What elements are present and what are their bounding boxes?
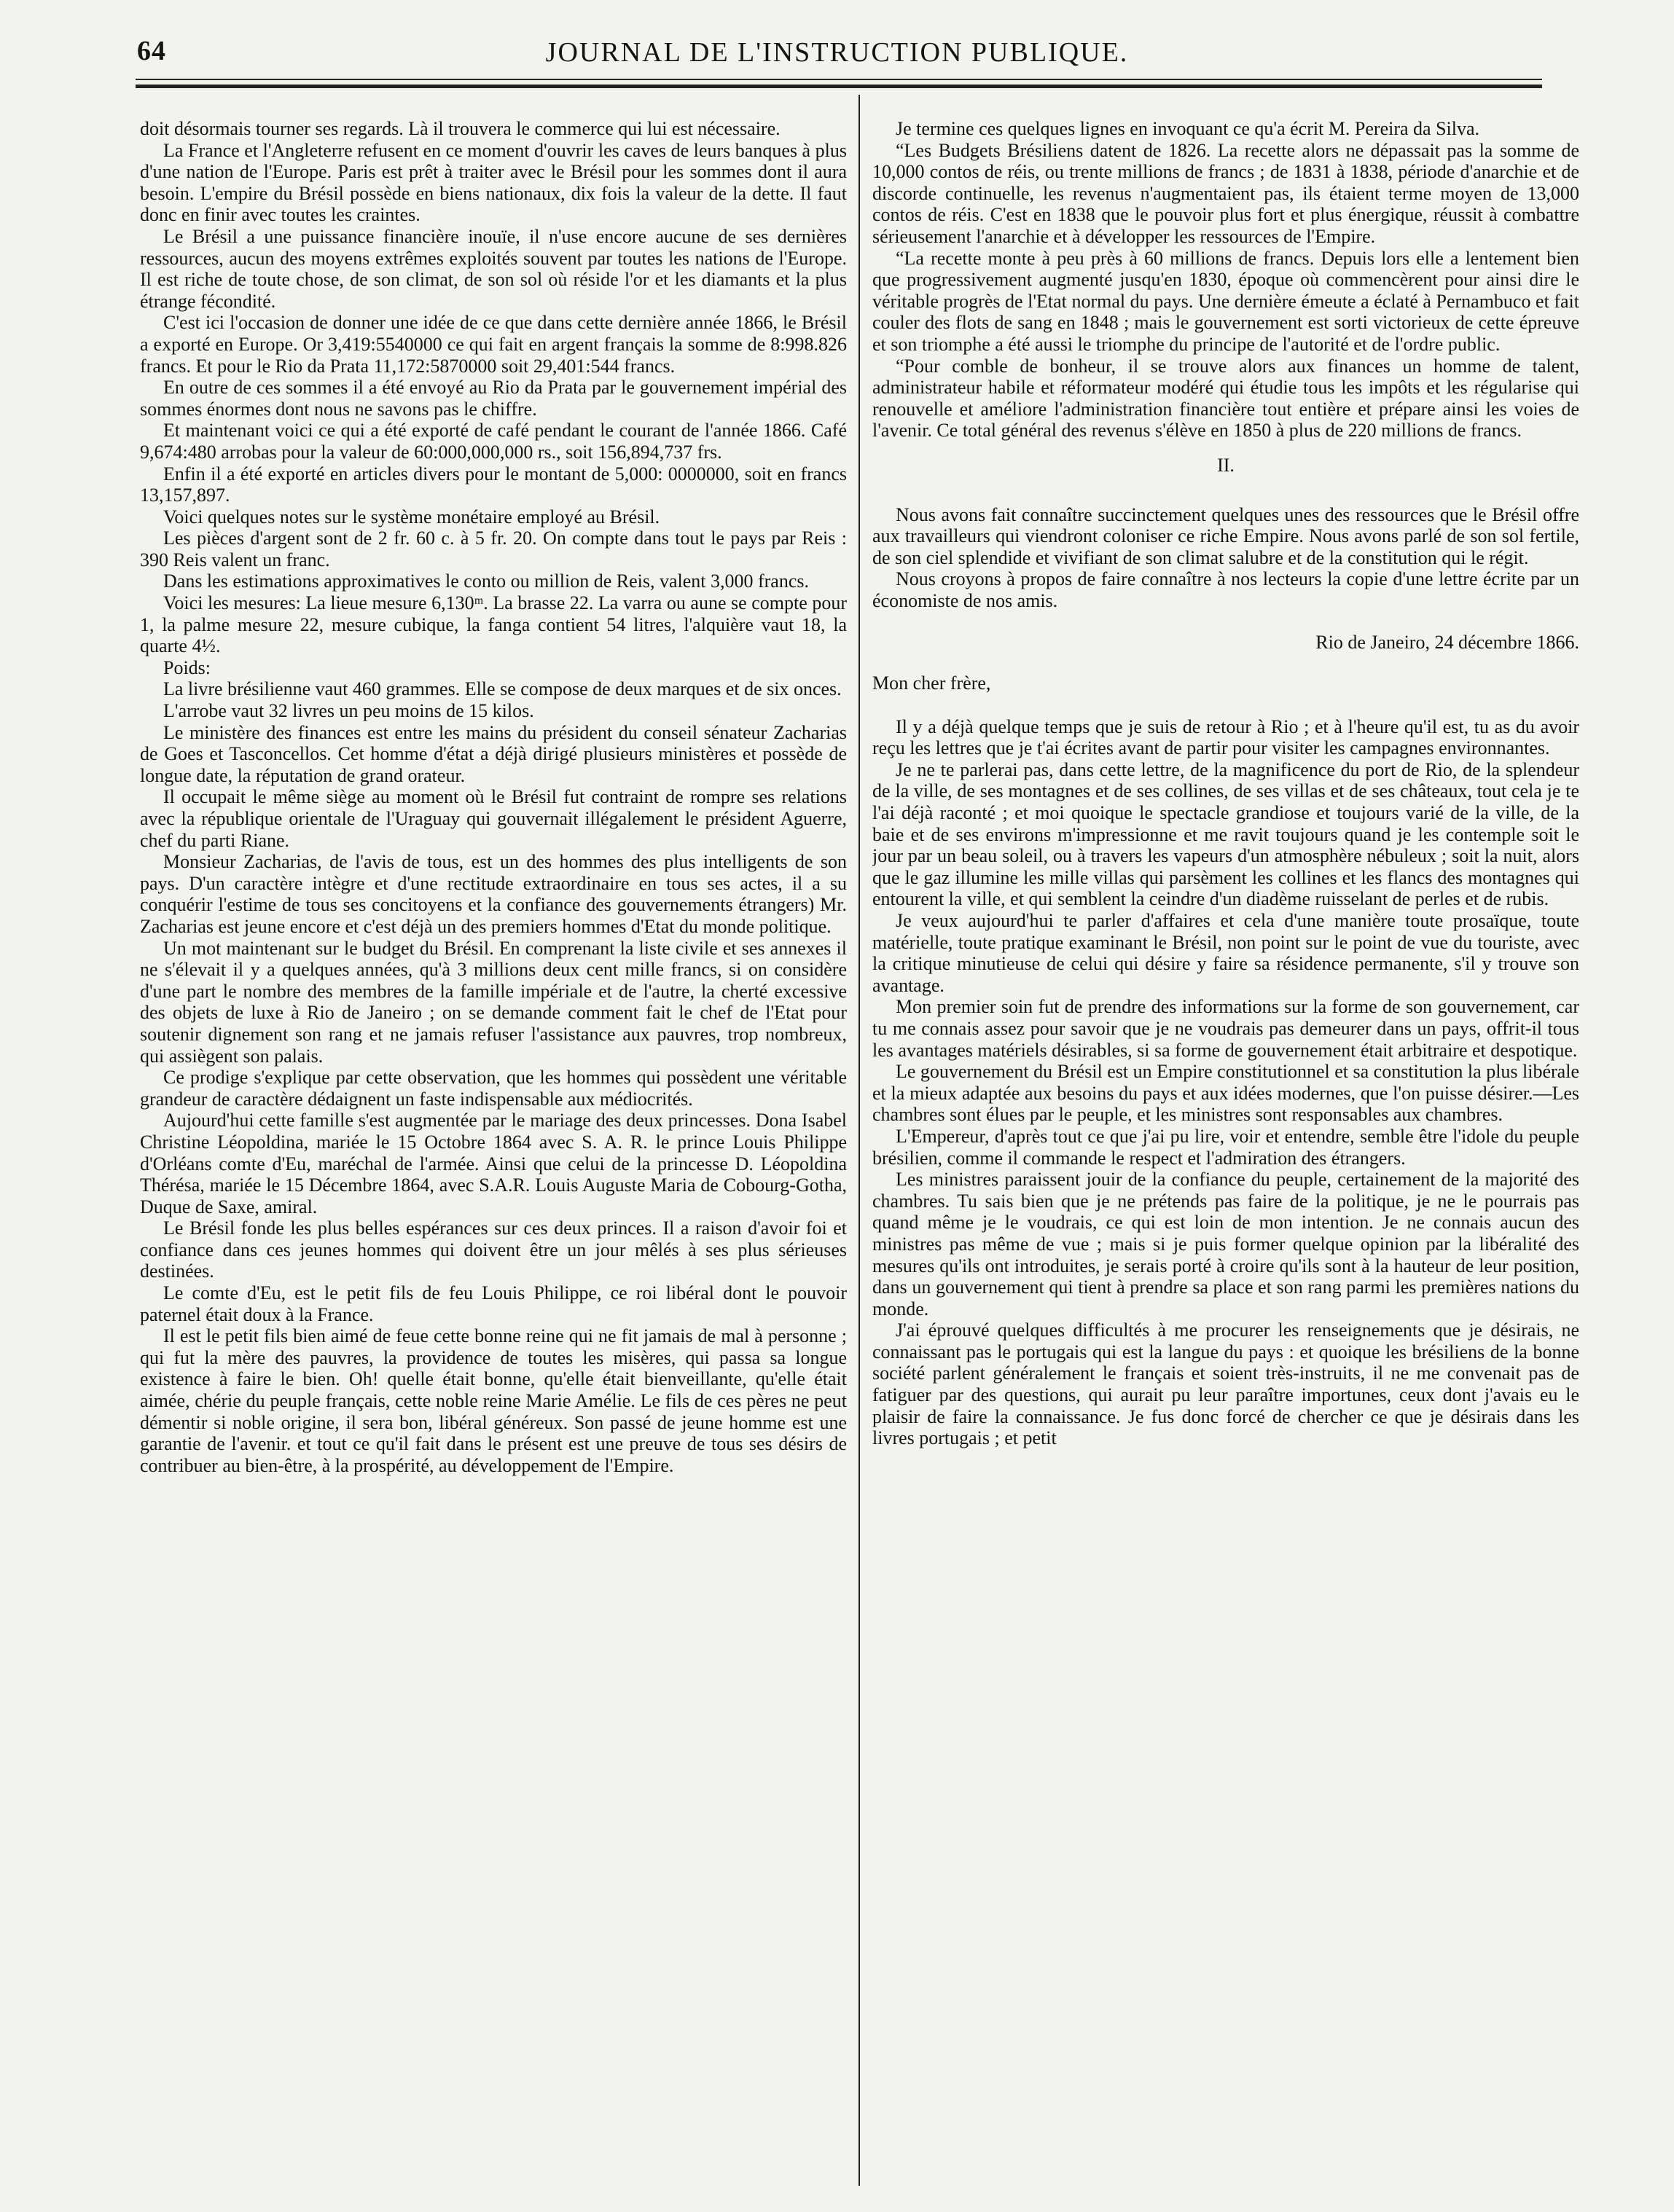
column-divider bbox=[858, 95, 860, 2186]
paragraph: Il occupait le même siège au moment où le Brésil fut contraint de rompre ses relations avec la république orientale de l'Uraguay qui gouvernait illégalement le président Aguerre, chef du parti Riane. bbox=[140, 786, 847, 851]
letter-dateline: Rio de Janeiro, 24 décembre 1866. bbox=[1315, 632, 1579, 654]
paragraph: Il est le petit fils bien aimé de feue cette bonne reine qui ne fit jamais de mal à personne ; qui fut la mère des pauvres, la providence de toutes les misères, qui passa sa longue existence à faire le bien. Oh! quelle était bonne, qu'elle était bienveillante, qu'elle était aimée, chérie du peuple français, cette noble reine Marie Amélie. Le fils de ces pères ne peut démentir si noble origine, il sera bon, libéral généreux. Son passé de jeune homme est une garantie de l'avenir. et tout ce qu'il fait dans le présent est une preuve de tous ses désirs de contribuer au bien-être, à la prospérité, au développement de l'Empire. bbox=[140, 1325, 847, 1476]
header-rule-thin bbox=[136, 79, 1542, 80]
paragraph: Le Brésil fonde les plus belles espérances sur ces deux princes. Il a raison d'avoir foi et confiance dans ces jeunes hommes qui doivent être un jour mêlés à ses plus sérieuses destinées. bbox=[140, 1217, 847, 1282]
paragraph: Nous croyons à propos de faire connaître à nos lecteurs la copie d'une lettre écrite par un économiste de nos amis. bbox=[872, 568, 1579, 611]
paragraph: Je ne te parlerai pas, dans cette lettre, de la magnificence du port de Rio, de la splendeur de la ville, de ses montagnes et de ses collines, de ses villas et de ses châteaux, tout cela je te l'ai déjà raconté ; et moi quoique le spectacle grandiose et toujours varié de la ville, de la baie et de ses environs m'impressionne et me ravit toujours quand je les contemple soit le jour par un beau soleil, ou à travers les vapeurs d'un atmosphère nébuleux ; soit la nuit, alors que le gaz illumine les mille villas qui parsèment les collines et les flancs des montagnes qui entourent la ville, et qui semblent la ceindre d'un diadème ruisselant de perles et de rubis. bbox=[872, 758, 1579, 910]
paragraph: L'arrobe vaut 32 livres un peu moins de 15 kilos. bbox=[163, 700, 534, 722]
paragraph: Les pièces d'argent sont de 2 fr. 60 c. à 5 fr. 20. On compte dans tout le pays par Reis : 390 Reis valent un franc. bbox=[140, 527, 847, 570]
paragraph: “Pour comble de bonheur, il se trouve alors aux finances un homme de talent, administrateur habile et réformateur modéré qui étudie tous les impôts et les régularise qui renouvelle et améliore l'administration financière tout entière et prépare ainsi les voies de l'avenir. Ce total général des revenus s'élève en 1850 à plus de 220 millions de francs. bbox=[872, 355, 1579, 442]
paragraph: Poids: bbox=[163, 656, 211, 678]
paragraph: Le ministère des finances est entre les mains du président du conseil sénateur Zacharias de Goes et Tasconcellos. Cet homme d'état a déjà dirigé plusieurs ministères et possède de longue date, la réputation de grand orateur. bbox=[140, 721, 847, 786]
paragraph: La livre brésilienne vaut 460 grammes. Elle se compose de deux marques et de six onces. bbox=[163, 678, 842, 700]
paragraph: Le comte d'Eu, est le petit fils de feu Louis Philippe, ce roi libéral dont le pouvoir paternel était doux à la France. bbox=[140, 1282, 847, 1325]
paragraph: Mon premier soin fut de prendre des informations sur la forme de son gouvernement, car tu me connais assez pour savoir que je ne voudrais pas demeurer dans un pays, offrit-il tous les avantages matériels désirables, si sa forme de gouvernement était arbitraire et despotique. bbox=[872, 996, 1579, 1061]
paragraph: Le Brésil a une puissance financière inouïe, il n'use encore aucune de ses dernières ressources, aucun des moyens extrêmes exploités souvent par toutes les nations de l'Europe. Il est riche de toute chose, de son climat, de son sol où réside l'or et les diamants et la plus étrange fécondité. bbox=[140, 225, 847, 312]
page-number: 64 bbox=[137, 36, 166, 66]
paragraph: Le gouvernement du Brésil est un Empire constitutionnel et sa constitution la plus libérale et la mieux adaptée aux besoins du pays et aux idées modernes, que l'on puisse désirer.—Les chambres sont élues par le peuple, et les ministres sont responsables aux chambres. bbox=[872, 1061, 1579, 1126]
paragraph: J'ai éprouvé quelques difficultés à me procurer les renseignements que je désirais, ne connaissant pas le portugais qui est la langue du pays : et quoique les brésiliens de la bonne société parlent généralement le français et soient très-instruits, il ne me convenait pas de fatiguer par des questions, qui aurait pu leur paraître importunes, ceux dont j'avais eu le plaisir de faire la connaissance. Je fus donc forcé de chercher ce que je désirais dans les livres portugais ; et petit bbox=[872, 1319, 1579, 1449]
paragraph: Aujourd'hui cette famille s'est augmentée par le mariage des deux princesses. Dona Isabel Christine Léopoldina, mariée le 15 Octobre 1864 avec S. A. R. le prince Louis Philippe d'Orléans comte d'Eu, maréchal de l'armée. Ainsi que celui de la princesse D. Léopoldina Thérésa, mariée le 15 Décembre 1864, avec S.A.R. Louis Auguste Maria de Cobourg-Gotha, Duque de Saxe, amiral. bbox=[140, 1110, 847, 1217]
paragraph: Il y a déjà quelque temps que je suis de retour à Rio ; et à l'heure qu'il est, tu as du avoir reçu les lettres que je t'ai écrites avant de partir pour visiter les campagnes environnantes. bbox=[872, 715, 1579, 759]
paragraph: L'Empereur, d'après tout ce que j'ai pu lire, voir et entendre, semble être l'idole du peuple brésilien, comme il commande le respect et l'admiration des étrangers. bbox=[872, 1125, 1579, 1169]
section-number: II. bbox=[1217, 454, 1235, 476]
running-head: JOURNAL DE L'INSTRUCTION PUBLIQUE. bbox=[545, 37, 1129, 68]
header-rule-thick bbox=[136, 85, 1542, 88]
paragraph: doit désormais tourner ses regards. Là il trouvera le commerce qui lui est nécessaire. bbox=[140, 118, 781, 139]
paragraph: Les ministres paraissent jouir de la confiance du peuple, certainement de la majorité des chambres. Tu sais bien que je ne prétends pas faire de la politique, je ne le pourrais pas quand même je le voudrais, ce qui est loin de mon intention. Je ne connais aucun des ministres pas même de vue ; mais si je puis former quelque opinion par la libéralité des mesures qu'ils ont introduites, je serais porté à croire qu'ils sont à la hauteur de leur position, dans un gouvernement qui tient à prendre sa place et son rang parmi les premières nations du monde. bbox=[872, 1169, 1579, 1319]
letter-salutation: Mon cher frère, bbox=[872, 672, 991, 694]
right-column bbox=[872, 118, 1579, 2187]
paragraph: En outre de ces sommes il a été envoyé au Rio da Prata par le gouvernement impérial des sommes énormes dont nous ne savons pas le chiffre. bbox=[140, 377, 847, 420]
paragraph: Je veux aujourd'hui te parler d'affaires et cela d'une manière toute prosaïque, toute matérielle, toute pratique examinant le Brésil, non point sur le point de vue du touriste, avec la critique minutieuse de celui qui désire y faire sa résidence permanente, s'il y trouve son avantage. bbox=[872, 910, 1579, 996]
paragraph: Nous avons fait connaître succinctement quelques unes des ressources que le Brésil offre aux travailleurs qui viendront coloniser ce riche Empire. Nous avons parlé de son sol fertile, de son ciel splendide et vivifiant de son climat salubre et de la constitution qui le régit. bbox=[872, 503, 1579, 568]
left-column bbox=[140, 118, 847, 2187]
paragraph: Dans les estimations approximatives le conto ou million de Reis, valent 3,000 francs. bbox=[163, 570, 809, 592]
paragraph: Voici les mesures: La lieue mesure 6,130ᵐ. La brasse 22. La varra ou aune se compte pour 1, la palme mesure 22, mesure cubique, la fanga contient 54 litres, l'alquière vaut 18, la quarte 4½. bbox=[140, 592, 847, 657]
paragraph: C'est ici l'occasion de donner une idée de ce que dans cette dernière année 1866, le Brésil a exporté en Europe. Or 3,419:5540000 ce qui fait en argent français la somme de 8:998.826 francs. Et pour le Rio da Prata 11,172:5870000 soit 29,401:544 francs. bbox=[140, 312, 847, 377]
paragraph: Un mot maintenant sur le budget du Brésil. En comprenant la liste civile et ses annexes il ne s'élevait il y a quelques années, qu'à 3 millions deux cent mille francs, si on considère d'une part le nombre des membres de la famille impériale et de l'autre, la cherté excessive des objets de luxe à Rio de Janeiro ; on se demande comment fait le chef de l'Etat pour soutenir dignement son rang et ne jamais refuser l'assistance aux pauvres, trop nombreux, qui assiègent son palais. bbox=[140, 937, 847, 1067]
paragraph: Ce prodige s'explique par cette observation, que les hommes qui possèdent une véritable grandeur de caractère dédaignent un faste indispensable aux médiocrités. bbox=[140, 1067, 847, 1110]
paragraph: “La recette monte à peu près à 60 millions de francs. Depuis lors elle a lentement bien que progressivement augmenté jusqu'en 1830, époque où commencèrent pour ainsi dire le véritable progrès de l'Etat normal du pays. Une dernière émeute a éclaté à Pernambuco et fait couler des flots de sang en 1848 ; mais le gouvernement est sorti victorieux de cette épreuve et son triomphe a été aussi le triomphe du principe de l'autorité et de l'ordre public. bbox=[872, 247, 1579, 355]
paragraph: Enfin il a été exporté en articles divers pour le montant de 5,000: 0000000, soit en francs 13,157,897. bbox=[140, 463, 847, 506]
paragraph: Et maintenant voici ce qui a été exporté de café pendant le courant de l'année 1866. Café 9,674:480 arrobas pour la valeur de 60:000,000,000 rs., soit 156,894,737 frs. bbox=[140, 420, 847, 463]
paragraph: Monsieur Zacharias, de l'avis de tous, est un des hommes des plus intelligents de son pays. D'un caractère intègre et d'une rectitude extraordinaire en tous ses actes, il a su conquérir l'estime de tous ses concitoyens et la confiance des gouvernements étrangers) Mr. Zacharias est jeune encore et c'est déjà un des premiers hommes d'Etat du monde politique. bbox=[140, 851, 847, 937]
paragraph: “Les Budgets Brésiliens datent de 1826. La recette alors ne dépassait pas la somme de 10,000 contos de réis, ou trente millions de francs ; de 1831 à 1838, période d'anarchie et de discorde continuelle, les revenus n'augmentaient pas, ils étaient terme moyen de 13,000 contos de réis. C'est en 1838 que le pouvoir plus fort et plus énergique, réussit à combattre sérieusement l'anarchie et à développer les ressources de l'Empire. bbox=[872, 139, 1579, 247]
paragraph: Je termine ces quelques lignes en invoquant ce qu'a écrit M. Pereira da Silva. bbox=[896, 118, 1480, 139]
paragraph: Voici quelques notes sur le système monétaire employé au Brésil. bbox=[163, 506, 660, 527]
paragraph: La France et l'Angleterre refusent en ce moment d'ouvrir les caves de leurs banques à plus d'une nation de l'Europe. Paris est prêt à traiter avec le Brésil pour les sommes dont il aura besoin. L'empire du Brésil possède en biens nationaux, dix fois la valeur de la dette. Il faut donc en finir avec toutes les craintes. bbox=[140, 139, 847, 226]
